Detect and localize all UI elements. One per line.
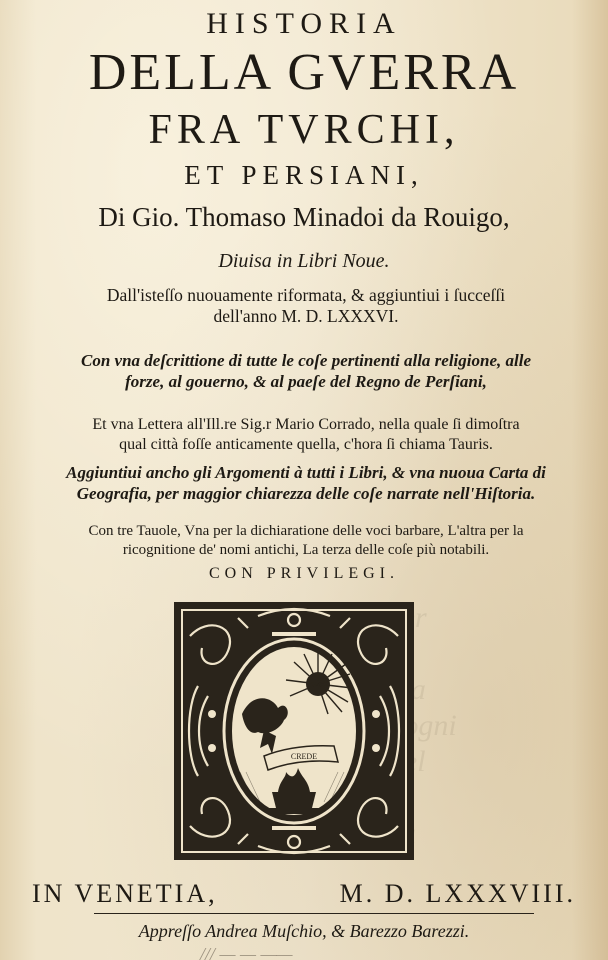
letter-note	[28, 415, 584, 455]
edition-note-line-2: dell'anno M. D. LXXXVI.	[213, 306, 399, 326]
title-line-4: ET PERSIANI,	[184, 160, 424, 190]
show-through-text: ogni	[403, 709, 457, 742]
printers-device-woodcut	[168, 596, 420, 866]
additions-line-2: Geografia, per maggior chiarezza delle coſe narrate nell'Hiſtoria.	[76, 484, 536, 503]
description-line-2: forze, al gouerno, & al paeſe del Regno de Perſiani,	[125, 372, 487, 391]
imprint-rule	[94, 913, 534, 914]
additions-line-1: Aggiuntiui ancho gli Argomenti à tutti i Libri, & vna nuoua Carta di	[66, 463, 546, 482]
edition-note	[28, 285, 584, 327]
letter-note-line-2: qual città foſſe anticamente quella, c'hora ſi chiama Tauris.	[119, 436, 493, 453]
description-note	[28, 350, 584, 392]
title-line-1: HISTORIA	[206, 7, 402, 40]
edition-note-line-1: Dall'isteſſo nuouamente riformata, & aggiuntiui i ſucceſſi	[106, 285, 506, 305]
letter-note-line-1: Et vna Lettera all'Ill.re Sig.r Mario Corrado, nella quale ſi dimoſtra	[92, 416, 520, 433]
author-line: Di Gio. Thomaso Minadoi da Rouigo,	[98, 202, 510, 232]
tables-note	[28, 522, 584, 560]
imprint-place: IN VENETIA,	[32, 879, 218, 908]
additions-note	[28, 462, 584, 504]
description-line-1: Con vna deſcrittione di tutte le coſe pertinenti alla religione, alle	[81, 351, 531, 370]
division-line: Diuisa in Libri Noue.	[218, 250, 390, 272]
tables-note-line-2: ricognitione de' nomi antichi, La terza delle coſe più notabili.	[122, 542, 490, 558]
title-line-2: DELLA GVERRA	[88, 44, 520, 101]
manuscript-annotation: /// — — ——	[200, 944, 293, 960]
privilege-line: CON PRIVILEGI.	[209, 565, 399, 582]
imprint-line	[32, 877, 576, 911]
title-line-3: FRA TVRCHI,	[148, 107, 460, 153]
publisher-line: Appreſſo Andrea Muſchio, & Barezzo Barezzi.	[138, 921, 470, 941]
imprint-year: M. D. LXXXVIII.	[339, 879, 576, 908]
tables-note-line-1: Con tre Tauole, Vna per la dichiaratione delle voci barbare, L'altra per la	[88, 523, 524, 539]
motto-text: CREDE	[290, 752, 318, 761]
